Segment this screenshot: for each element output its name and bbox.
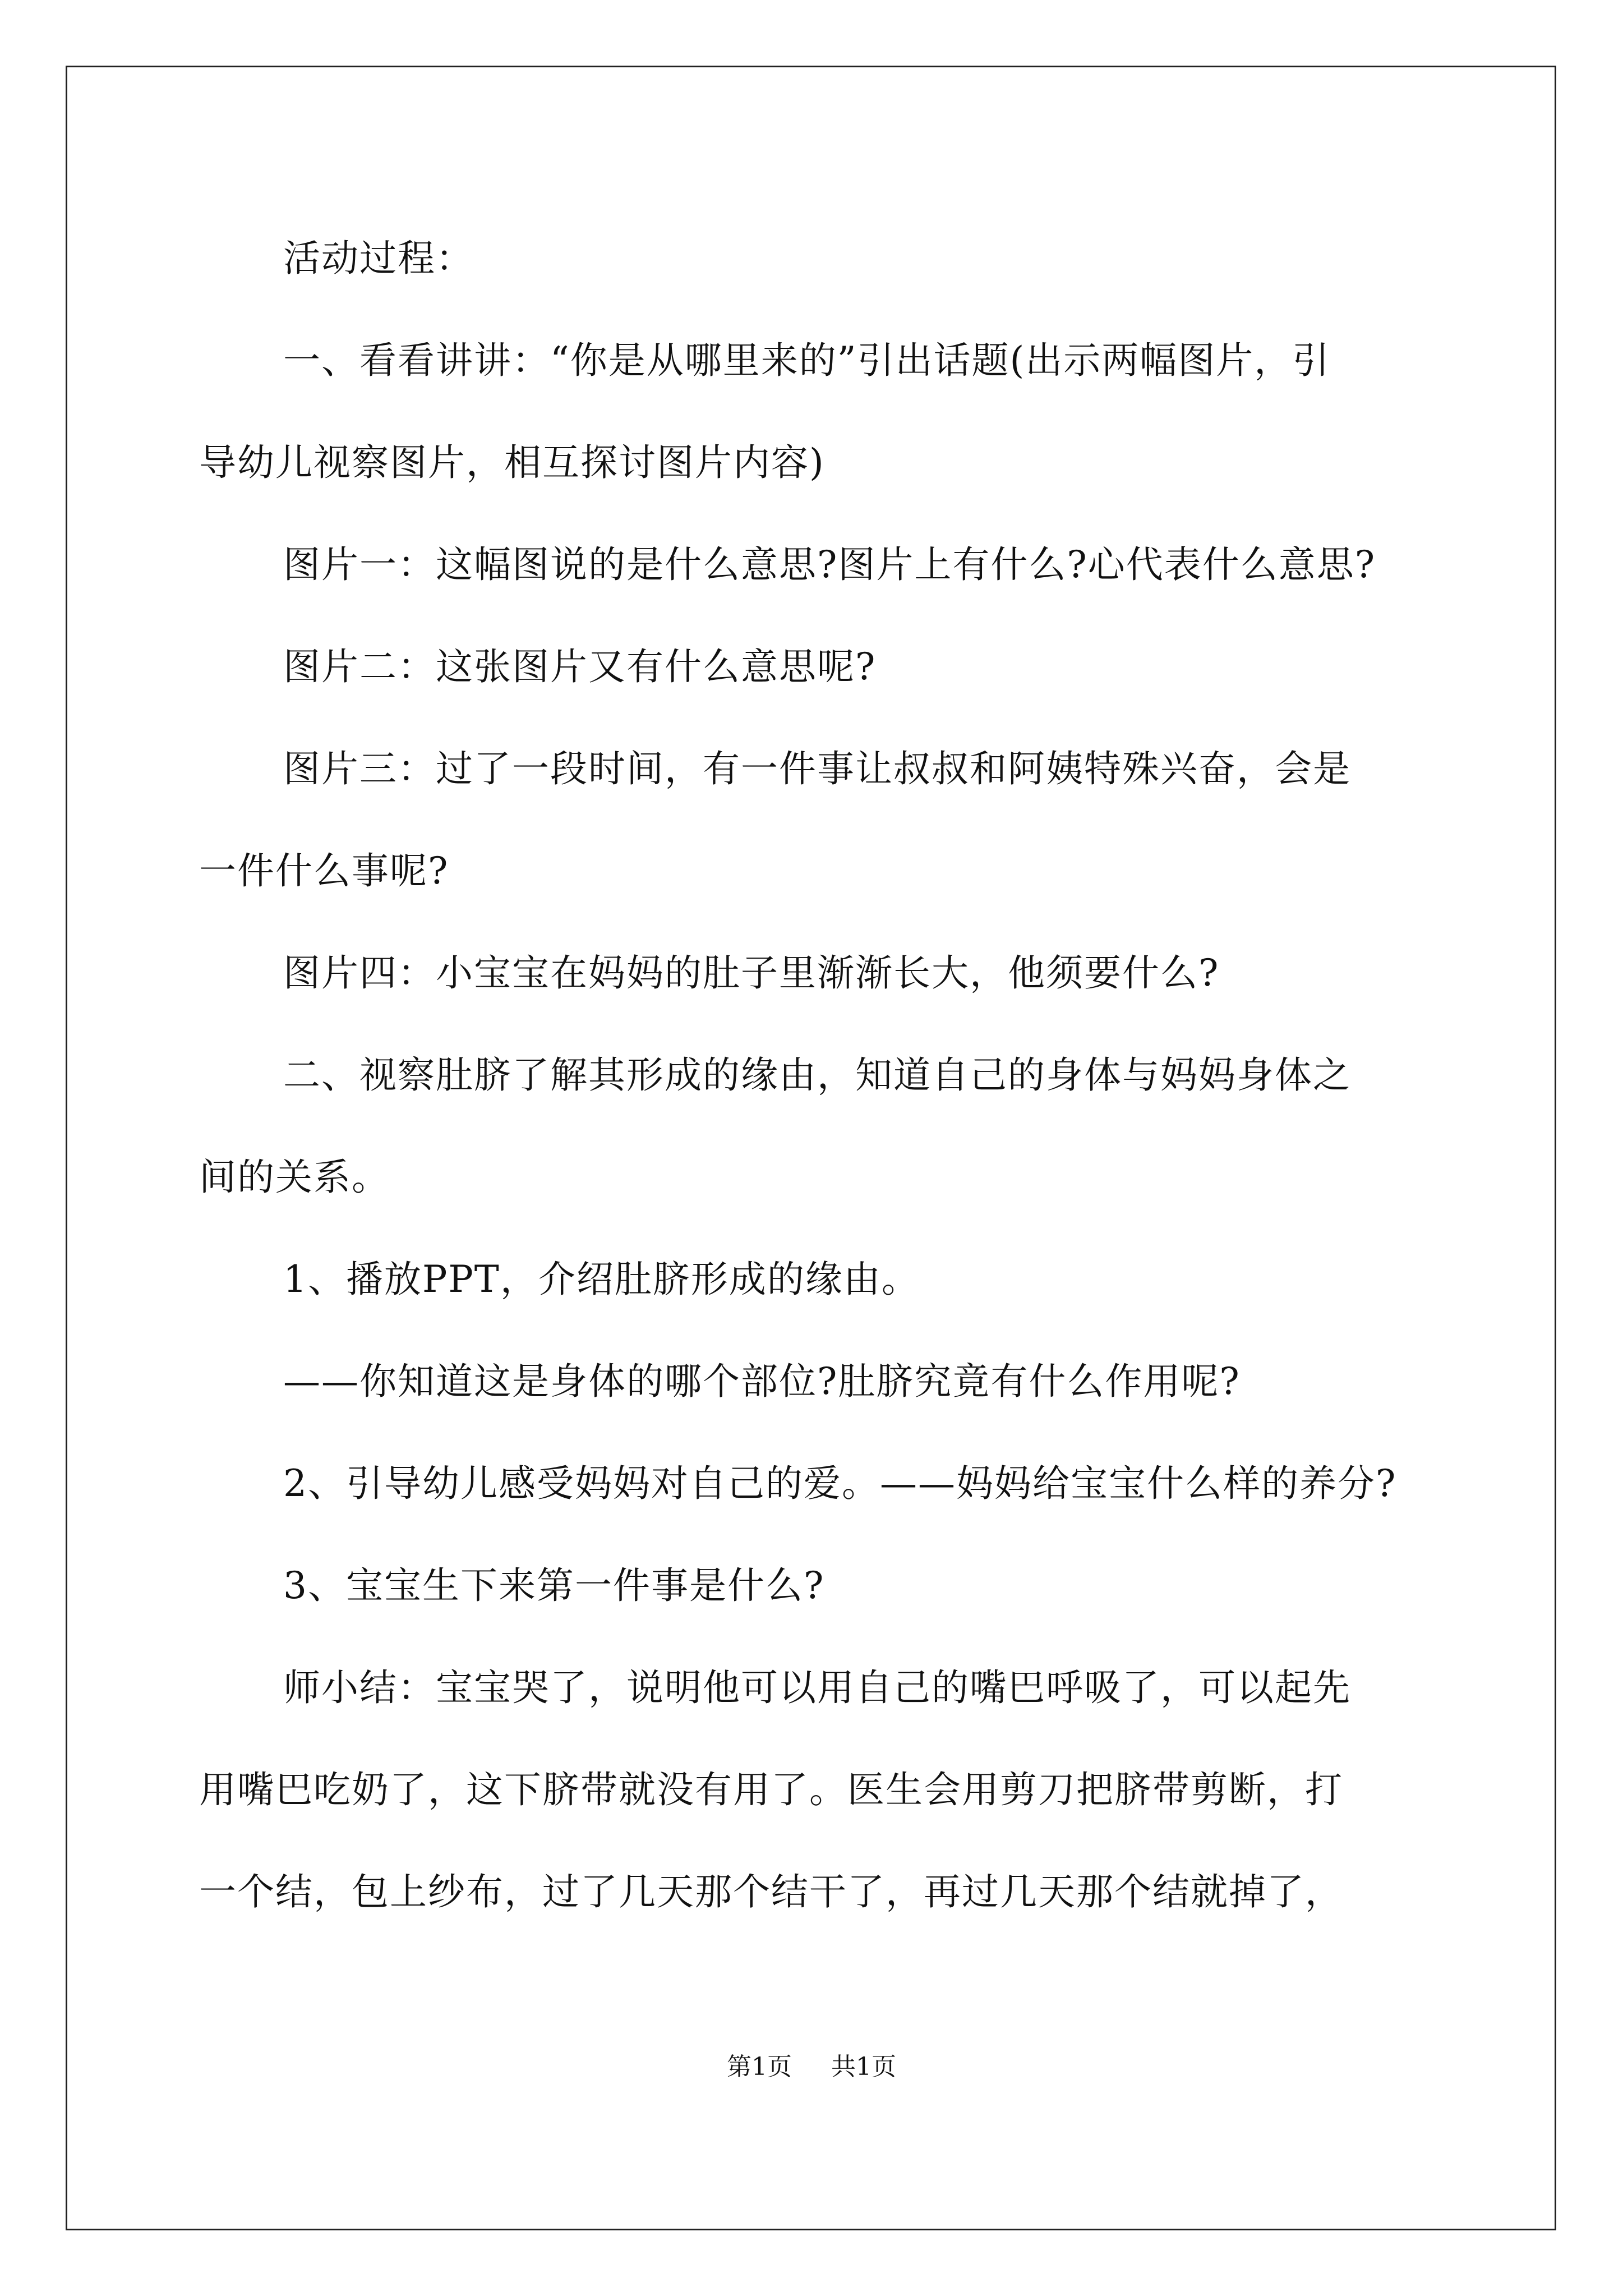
page-total: 共1页	[831, 2053, 896, 2081]
paragraph: 导幼儿视察图片，相互探讨图片内容)	[199, 441, 825, 484]
paragraph: 一个结，包上纱布，过了几天那个结干了，再过几天那个结就掉了，	[199, 1870, 1343, 1913]
paragraph: 师小结：宝宝哭了，说明他可以用自己的嘴巴呼吸了，可以起先	[283, 1666, 1351, 1709]
paragraph: 1、播放PPT，介绍肚脐形成的缘由。	[283, 1258, 920, 1301]
paragraph: 用嘴巴吃奶了，这下脐带就没有用了。医生会用剪刀把脐带剪断，打	[199, 1768, 1343, 1811]
paragraph: 一、看看讲讲：“你是从哪里来的”引出话题(出示两幅图片，引	[283, 339, 1331, 382]
paragraph: 二、视察肚脐了解其形成的缘由，知道自己的身体与妈妈身体之	[283, 1053, 1351, 1097]
paragraph: 一件什么事呢?	[199, 849, 449, 892]
paragraph: 图片一：这幅图说的是什么意思?图片上有什么?心代表什么意思?	[283, 543, 1376, 586]
paragraph: 2、引导幼儿感受妈妈对自己的爱。——妈妈给宝宝什么样的养分?	[283, 1462, 1397, 1505]
paragraph: 图片四：小宝宝在妈妈的肚子里渐渐长大，他须要什么?	[283, 951, 1220, 995]
page-number: 第1页	[727, 2053, 792, 2081]
paragraph: ——你知道这是身体的哪个部位?肚脐究竟有什么作用呢?	[283, 1360, 1241, 1403]
paragraph: 图片二：这张图片又有什么意思呢?	[283, 645, 877, 688]
paragraph: 3、宝宝生下来第一件事是什么?	[283, 1564, 825, 1607]
document-body	[199, 208, 1422, 1943]
paragraph: 间的关系。	[199, 1156, 390, 1199]
page-footer	[0, 2050, 1623, 2084]
paragraph: 图片三：过了一段时间，有一件事让叔叔和阿姨特殊兴奋，会是	[283, 747, 1351, 790]
paragraph: 活动过程：	[283, 237, 474, 280]
